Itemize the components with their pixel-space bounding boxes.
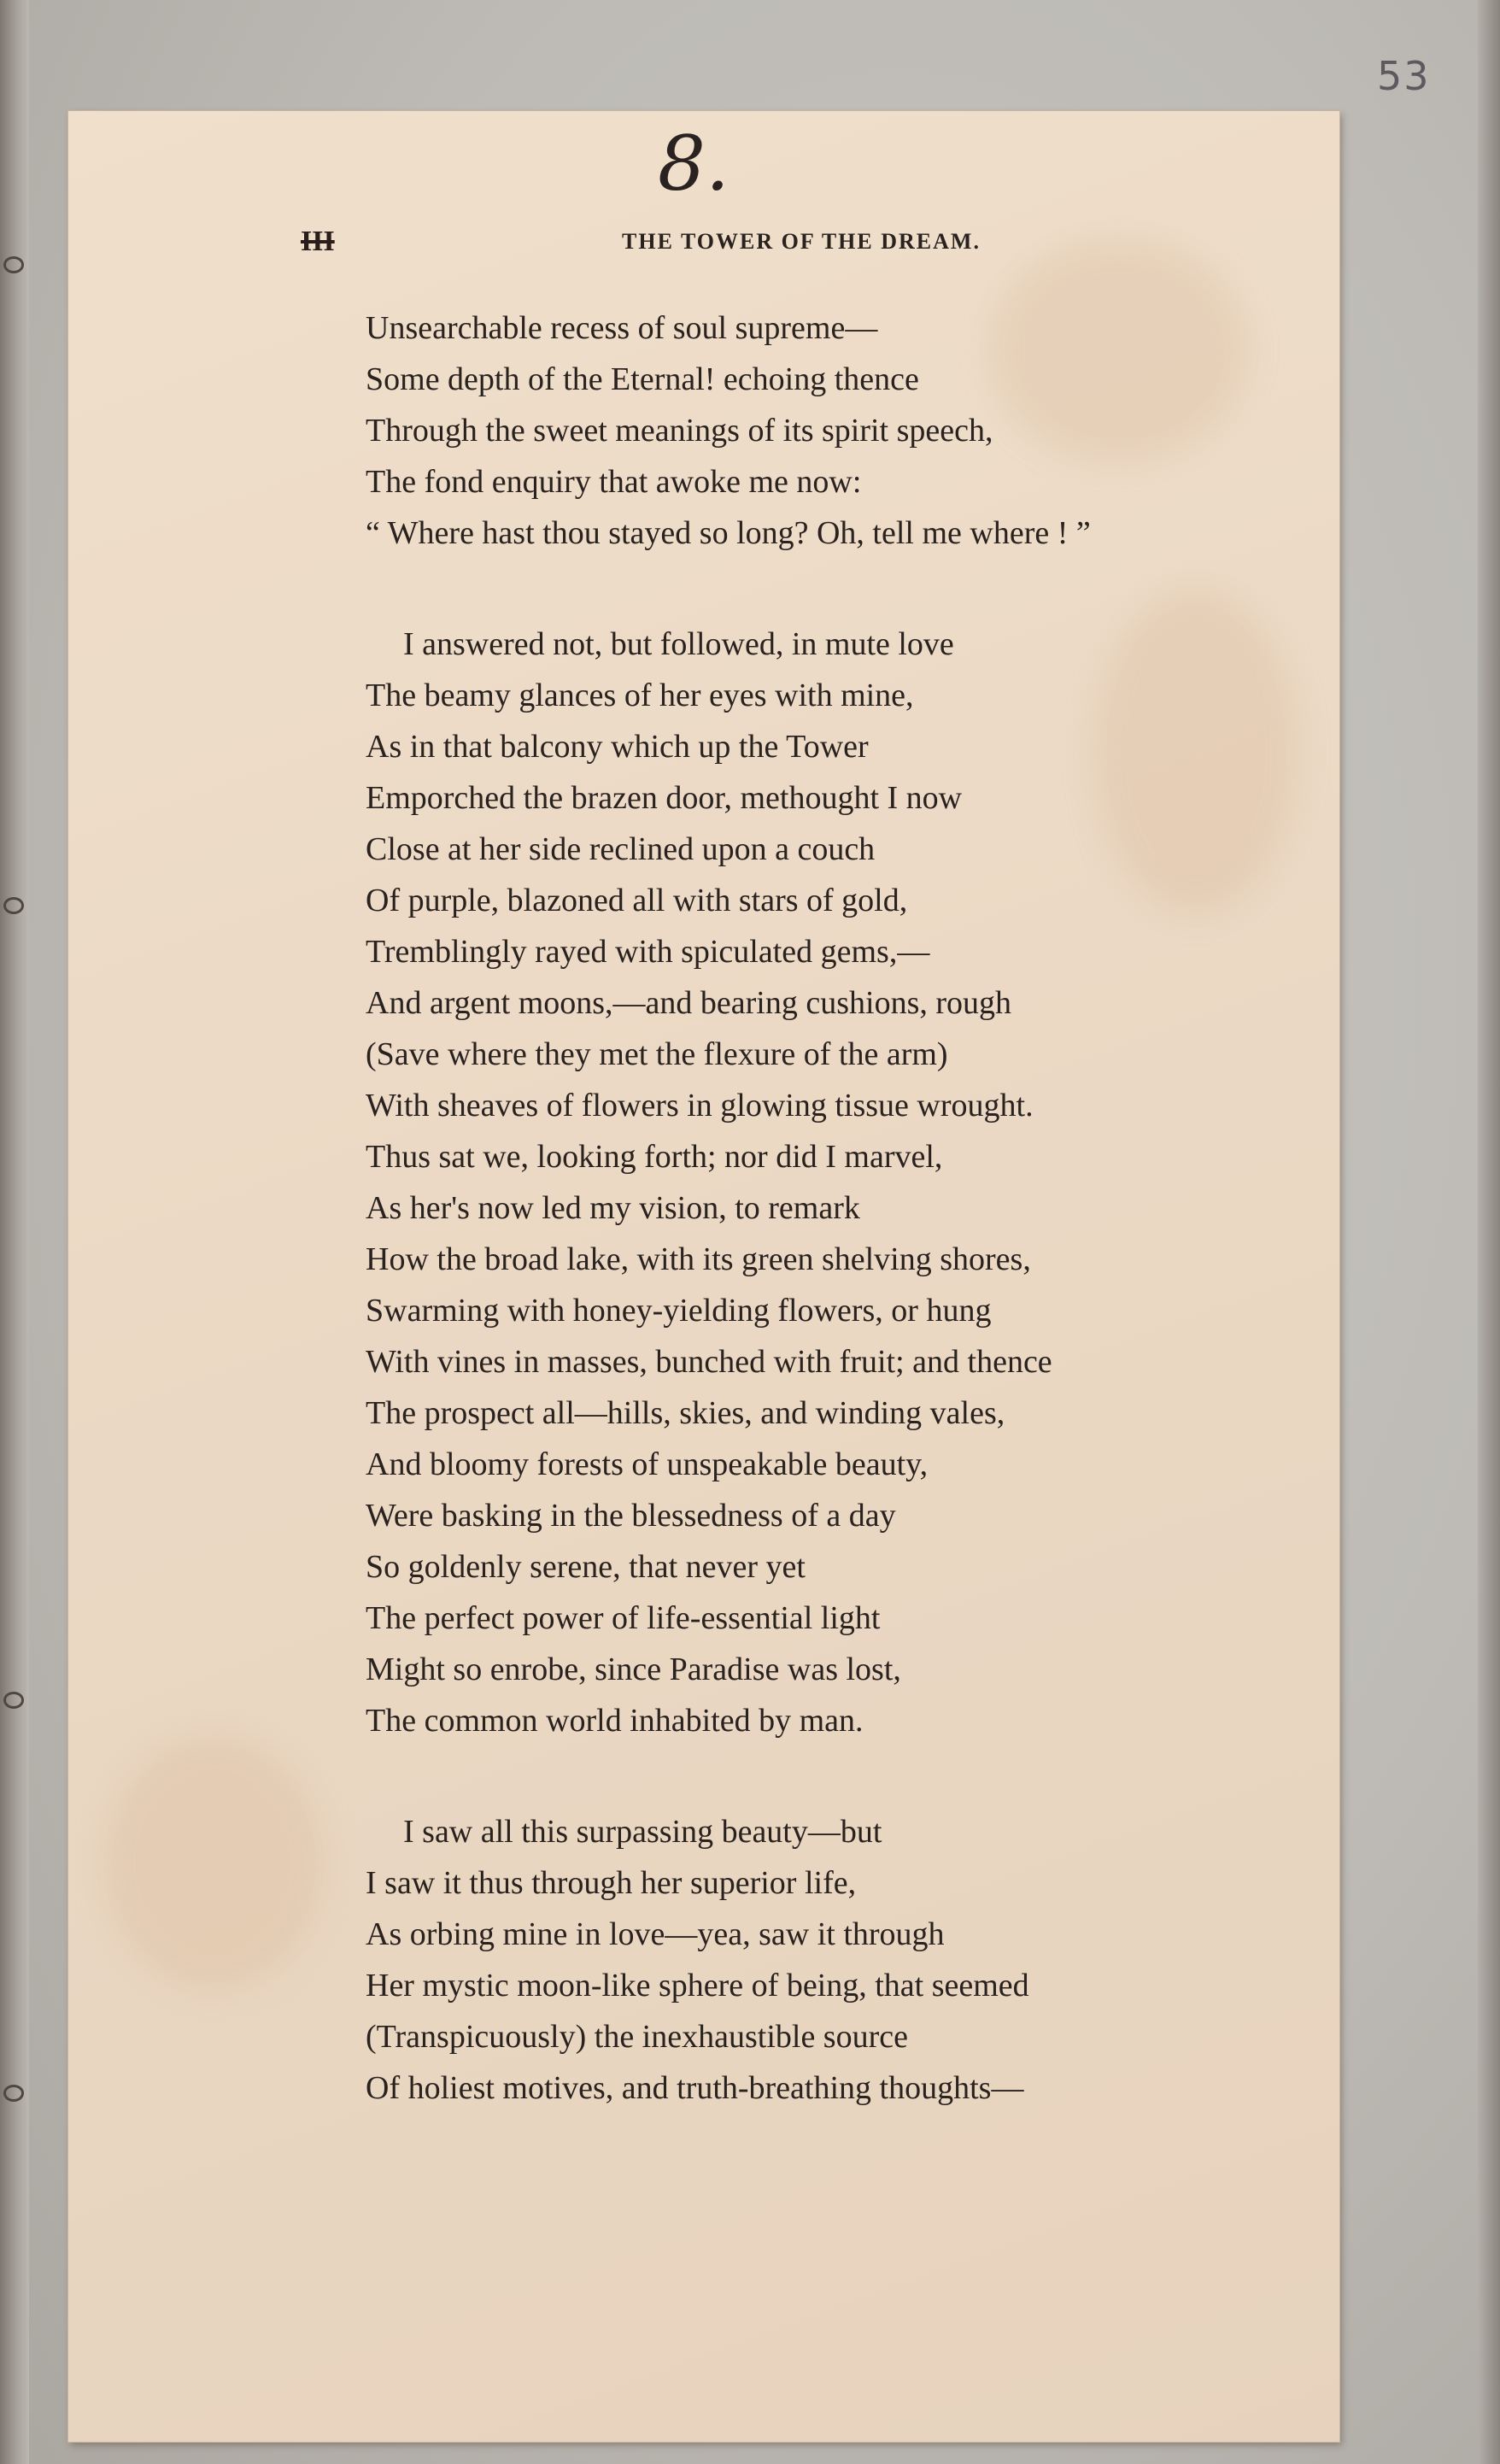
poem-line: With sheaves of flowers in glowing tissue wrought.	[366, 1088, 1034, 1123]
page-edge	[1478, 0, 1500, 2464]
binding-stitch	[3, 256, 24, 273]
poem-body	[366, 302, 1339, 2174]
poem-line: Close at her side reclined upon a couch	[366, 831, 876, 867]
poem-line: And bloomy forests of unspeakable beauty,	[366, 1446, 929, 1482]
poem-line: The perfect power of life-essential light	[366, 1600, 881, 1636]
poem-line: Tremblingly rayed with spiculated gems,—	[366, 934, 930, 970]
poem-line: Might so enrobe, since Paradise was lost,	[366, 1651, 901, 1687]
poem-line: So goldenly serene, that never yet	[366, 1549, 806, 1585]
poem-line: The prospect all—hills, skies, and winding vales,	[366, 1395, 1005, 1431]
poem-line: As orbing mine in love—yea, saw it through	[366, 1916, 945, 1952]
poem-line: Some depth of the Eternal! echoing thence	[366, 361, 919, 397]
stanza	[366, 302, 1339, 559]
poem-line: Unsearchable recess of soul supreme—	[366, 310, 878, 346]
poem-line: With vines in masses, bunched with fruit; and thence	[366, 1344, 1052, 1380]
poem-line: The beamy glances of her eyes with mine,	[366, 678, 914, 713]
poem-line: Through the sweet meanings of its spirit speech,	[366, 413, 993, 449]
poem-line: I saw it thus through her superior life,	[366, 1865, 857, 1901]
stanza	[366, 619, 1339, 1746]
poem-line: The fond enquiry that awoke me now:	[366, 464, 862, 500]
binding-stitch	[3, 897, 24, 914]
poem-line: Of purple, blazoned all with stars of gold,	[366, 883, 908, 918]
poem-line: Her mystic moon-like sphere of being, that seemed	[366, 1968, 1029, 2003]
album-page-number: 53	[1377, 53, 1431, 99]
stanza	[366, 1806, 1339, 2114]
binding-stitch	[3, 1692, 24, 1709]
poem-line: Swarming with honey-yielding flowers, or hung	[366, 1293, 992, 1329]
poem-line: How the broad lake, with its green shelving shores,	[366, 1241, 1031, 1277]
poem-line: “ Where hast thou stayed so long? Oh, tell me where ! ”	[366, 515, 1091, 551]
poem-line: I saw all this surpassing beauty—but	[403, 1814, 882, 1850]
poem-line: Thus sat we, looking forth; nor did I marvel,	[366, 1139, 943, 1175]
poem-line: (Save where they met the flexure of the arm)	[366, 1036, 948, 1072]
poem-line: As in that balcony which up the Tower	[366, 729, 869, 765]
running-head: THE TOWER OF THE DREAM.	[622, 229, 981, 254]
poem-line: Were basking in the blessedness of a day	[366, 1498, 896, 1534]
poem-line: (Transpicuously) the inexhaustible source	[366, 2019, 908, 2055]
poem-line: Of holiest motives, and truth-breathing thoughts—	[366, 2070, 1024, 2106]
poem-line: The common world inhabited by man.	[366, 1703, 864, 1739]
paper-stain	[103, 1734, 325, 1991]
poem-line: And argent moons,—and bearing cushions, rough	[366, 985, 1012, 1021]
poem-line: As her's now led my vision, to remark	[366, 1190, 860, 1226]
binding-stitch	[3, 2085, 24, 2102]
poem-line: Emporched the brazen door, methought I now	[366, 780, 963, 816]
handwritten-leaf-number: 8.	[658, 120, 729, 208]
struck-folio-mark: III	[301, 226, 335, 257]
poem-line: I answered not, but followed, in mute love	[403, 626, 954, 662]
